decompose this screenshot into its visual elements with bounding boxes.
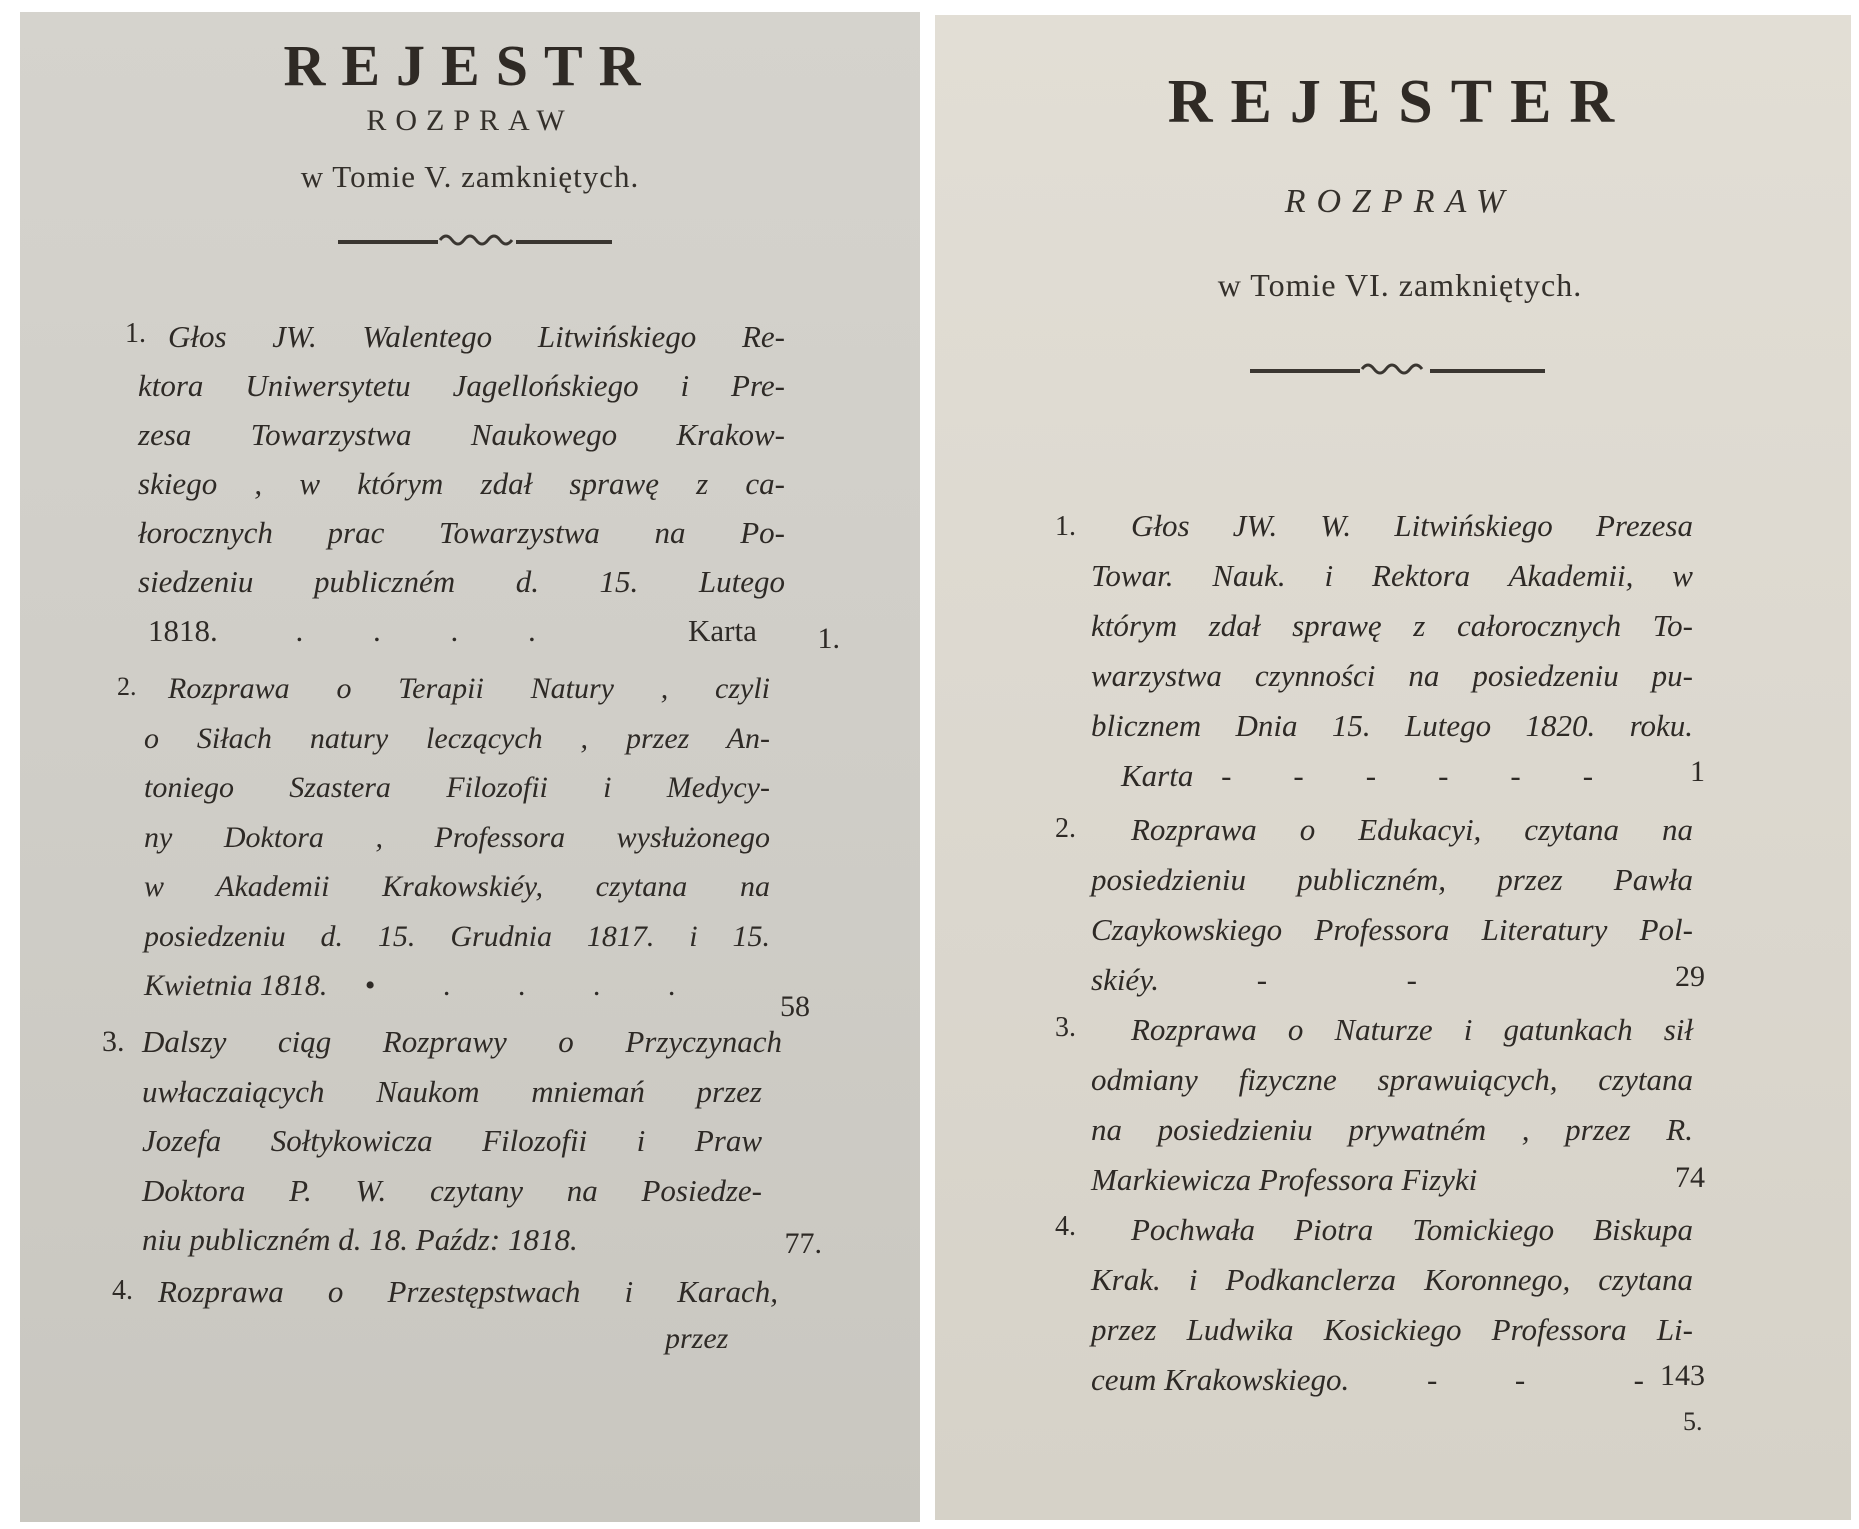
left-entry-4-number: 4. — [112, 1275, 133, 1306]
entry-line — [148, 606, 785, 655]
entry-line: Pochwała Piotra Tomickiego Biskupa — [1131, 1212, 1693, 1247]
right-entry-4 — [1091, 1205, 1693, 1405]
entry-line: toniego Szastera Filozofii i Medycy- — [144, 771, 770, 804]
right-signature-mark: 5. — [1683, 1407, 1703, 1436]
right-entry-2 — [1091, 805, 1693, 1005]
entry-line-year: 1818. — [148, 613, 218, 648]
left-entry-3-page: 77. — [784, 1227, 822, 1260]
right-subtitle: ROZPRAW — [1284, 183, 1516, 220]
right-entry-1 — [1091, 501, 1693, 801]
entry-line: Rozprawa o Edukacyi, czytana na — [1131, 812, 1693, 847]
dash-leader: - - — [1256, 962, 1417, 997]
right-page — [935, 15, 1851, 1520]
entry-line: Krak. i Podkanclerza Koronnego, czytana — [1091, 1262, 1693, 1297]
entry-line: Czaykowskiego Professora Literatury Pol- — [1091, 912, 1693, 947]
entry-line: siedzeniu publiczném d. 15. Lutego — [138, 564, 785, 599]
dash-leader: - - - — [1427, 1362, 1645, 1397]
right-title: REJESTER — [1167, 68, 1633, 136]
entry-line: Głos JW. Walentego Litwińskiego Re- — [168, 319, 785, 354]
right-entry-3-number: 3. — [1055, 1012, 1076, 1043]
entry-line: odmiany fizyczne sprawuiących, czytana — [1091, 1062, 1693, 1097]
entry-line: Dalszy ciąg Rozprawy o Przyczynach — [142, 1024, 782, 1059]
entry-line — [1091, 1355, 1693, 1405]
entry-line: posiedzeniu d. 15. Grudnia 1817. i 15. — [144, 919, 770, 953]
entry-line-end: ceum Krakowskiego. — [1091, 1362, 1350, 1397]
right-entry-3-page: 74 — [1675, 1161, 1705, 1194]
left-subtitle: ROZPRAW — [366, 104, 574, 137]
left-entry-1-page: 1. — [817, 622, 840, 655]
entry-line: na posiedzieniu prywatném , przez R. — [1091, 1112, 1693, 1147]
left-entry-2-number: 2. — [117, 672, 137, 701]
left-entry-1 — [138, 312, 785, 655]
dot-leader: . . . . — [295, 613, 536, 648]
karta-label: Karta — [688, 613, 757, 648]
right-entry-4-number: 4. — [1055, 1211, 1076, 1242]
entry-line: Rozprawa o Przestępstwach i Karach, — [158, 1274, 778, 1309]
entry-line: ktora Uniwersytetu Jagellońskiego i Pre- — [138, 368, 785, 403]
entry-line: uwłaczaiących Naukom mniemań przez — [142, 1073, 762, 1109]
left-entry-3 — [142, 1017, 782, 1265]
entry-line — [1091, 955, 1693, 1005]
entry-line: przez Ludwika Kosickiego Professora Li- — [1091, 1312, 1693, 1347]
right-entry-1-page: 1 — [1690, 755, 1705, 788]
entry-line — [144, 961, 770, 1011]
entry-line: blicznem Dnia 15. Lutego 1820. roku. — [1091, 708, 1693, 743]
entry-line — [1121, 751, 1693, 801]
karta-label: Karta — [1121, 758, 1194, 793]
right-entry-4-page: 143 — [1660, 1359, 1705, 1392]
dash-leader: - - - - - - — [1221, 758, 1594, 793]
left-entry-4 — [158, 1267, 778, 1316]
entry-line: ny Doktora , Professora wysłużonego — [144, 820, 770, 854]
right-entry-2-page: 29 — [1675, 960, 1705, 993]
left-entry-1-number: 1. — [125, 318, 146, 349]
left-entry-2-page: 58 — [780, 990, 810, 1023]
entry-line: którym zdał sprawę z całorocznych To- — [1091, 608, 1693, 643]
left-title: REJESTR — [283, 33, 657, 98]
left-volume-line: w Tomie V. zamkniętych. — [300, 159, 640, 194]
left-catchword: przez — [665, 1322, 729, 1355]
entry-line: Jozefa Sołtykowicza Filozofii i Praw — [142, 1123, 762, 1158]
right-entry-1-number: 1. — [1055, 511, 1076, 542]
left-entry-2 — [144, 664, 770, 1011]
right-entry-3 — [1091, 1005, 1693, 1205]
entry-line: posiedzieniu publiczném, przez Pawła — [1091, 862, 1693, 897]
entry-line-end: skiéy. — [1091, 962, 1159, 997]
entry-line: Markiewicza Professora Fizyki — [1091, 1162, 1478, 1197]
entry-line: warzystwa czynności na posiedzeniu pu- — [1091, 658, 1693, 693]
dot-leader: • . . . . — [364, 969, 676, 1002]
left-entry-3-number: 3. — [102, 1025, 125, 1058]
entry-line: Towar. Nauk. i Rektora Akademii, w — [1091, 558, 1693, 593]
entry-line: Rozprawa o Naturze i gatunkach sił — [1131, 1012, 1693, 1047]
left-page — [20, 12, 920, 1522]
right-volume-line: w Tomie VI. zamkniętych. — [1217, 267, 1583, 303]
entry-line: niu publiczném d. 18. Paźdz: 1818. — [142, 1222, 578, 1257]
entry-line: Głos JW. W. Litwińskiego Prezesa — [1131, 508, 1693, 543]
entry-line: Doktora P. W. czytany na Posiedze- — [142, 1172, 762, 1208]
entry-line: skiego , w którym zdał sprawę z ca- — [138, 466, 785, 501]
entry-line-year: Kwietnia 1818. — [144, 969, 328, 1002]
entry-line: łorocznych prac Towarzystwa na Po- — [138, 515, 785, 550]
right-entry-2-number: 2. — [1055, 813, 1076, 844]
entry-line: o Siłach natury leczących , przez An- — [144, 721, 770, 755]
entry-line: zesa Towarzystwa Naukowego Krakow- — [138, 417, 785, 452]
entry-line: Rozprawa o Terapii Natury , czyli — [168, 672, 770, 705]
entry-line: w Akademii Krakowskiéy, czytana na — [144, 870, 770, 903]
